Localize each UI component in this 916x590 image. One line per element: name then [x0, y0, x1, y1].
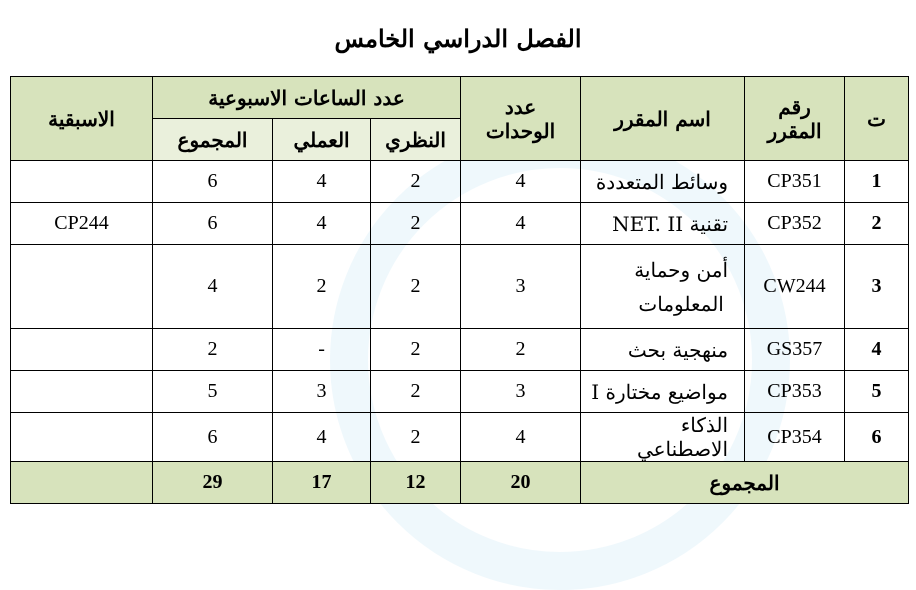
cell-index: 5 [845, 371, 909, 413]
header-code: رقم المقرر [745, 77, 845, 161]
cell-practical: 2 [273, 245, 371, 329]
cell-code: CP354 [745, 413, 845, 462]
table-row [11, 161, 909, 203]
cell-units: 2 [461, 329, 581, 371]
cell-name: مواضيع مختارة I [581, 371, 745, 413]
cell-units: 4 [461, 413, 581, 462]
cell-prereq [11, 329, 153, 371]
cell-theory: 2 [371, 371, 461, 413]
cell-theory: 2 [371, 329, 461, 371]
table-row [11, 329, 909, 371]
cell-theory: 2 [371, 245, 461, 329]
cell-practical: 4 [273, 413, 371, 462]
cell-code: CP351 [745, 161, 845, 203]
cell-index: 4 [845, 329, 909, 371]
cell-name-line1: أمن وحماية [634, 257, 729, 282]
cell-units: 3 [461, 245, 581, 329]
totals-label: المجموع [581, 462, 909, 504]
semester-table [10, 76, 909, 504]
cell-name: وسائط المتعددة [581, 161, 745, 203]
totals-row [11, 462, 909, 504]
totals-units: 20 [461, 462, 581, 504]
header-units-line2: الوحدات [485, 118, 556, 143]
cell-name-line2: المعلومات [638, 291, 724, 316]
cell-name [581, 245, 745, 329]
cell-total: 6 [153, 413, 273, 462]
cell-units: 3 [461, 371, 581, 413]
cell-units: 4 [461, 161, 581, 203]
cell-prereq [11, 413, 153, 462]
cell-practical: 4 [273, 161, 371, 203]
cell-index: 2 [845, 203, 909, 245]
cell-code: CP353 [745, 371, 845, 413]
table-row [11, 371, 909, 413]
cell-theory: 2 [371, 161, 461, 203]
table-row [11, 413, 909, 462]
cell-total: 6 [153, 203, 273, 245]
header-name: اسم المقرر [581, 77, 745, 161]
table-row [11, 245, 909, 329]
cell-name: منهجية بحث [581, 329, 745, 371]
cell-code: CW244 [745, 245, 845, 329]
cell-total: 5 [153, 371, 273, 413]
cell-total: 6 [153, 161, 273, 203]
header-practical: العملي [273, 119, 371, 161]
cell-index: 3 [845, 245, 909, 329]
totals-prereq-empty [11, 462, 153, 504]
header-prereq: الاسبقية [11, 77, 153, 161]
header-units [461, 77, 581, 161]
cell-name: تقنية NET. II [581, 203, 745, 245]
cell-prereq [11, 371, 153, 413]
table-row [11, 203, 909, 245]
cell-index: 1 [845, 161, 909, 203]
cell-theory: 2 [371, 413, 461, 462]
cell-name: الذكاء الاصطناعي [581, 413, 745, 462]
cell-index: 6 [845, 413, 909, 462]
header-total: المجموع [153, 119, 273, 161]
cell-practical: 3 [273, 371, 371, 413]
cell-code: CP352 [745, 203, 845, 245]
cell-total: 2 [153, 329, 273, 371]
header-weekly-hours: عدد الساعات الاسبوعية [153, 77, 461, 119]
totals-total: 29 [153, 462, 273, 504]
cell-prereq: CP244 [11, 203, 153, 245]
cell-prereq [11, 245, 153, 329]
cell-units: 4 [461, 203, 581, 245]
cell-code: GS357 [745, 329, 845, 371]
cell-total: 4 [153, 245, 273, 329]
cell-practical: 4 [273, 203, 371, 245]
header-units-line1: عدد [504, 94, 537, 119]
header-index: ت [845, 77, 909, 161]
cell-practical: - [273, 329, 371, 371]
cell-prereq [11, 161, 153, 203]
cell-theory: 2 [371, 203, 461, 245]
page-title: الفصل الدراسي الخامس [334, 24, 582, 53]
totals-practical: 17 [273, 462, 371, 504]
totals-theory: 12 [371, 462, 461, 504]
header-theory: النظري [371, 119, 461, 161]
